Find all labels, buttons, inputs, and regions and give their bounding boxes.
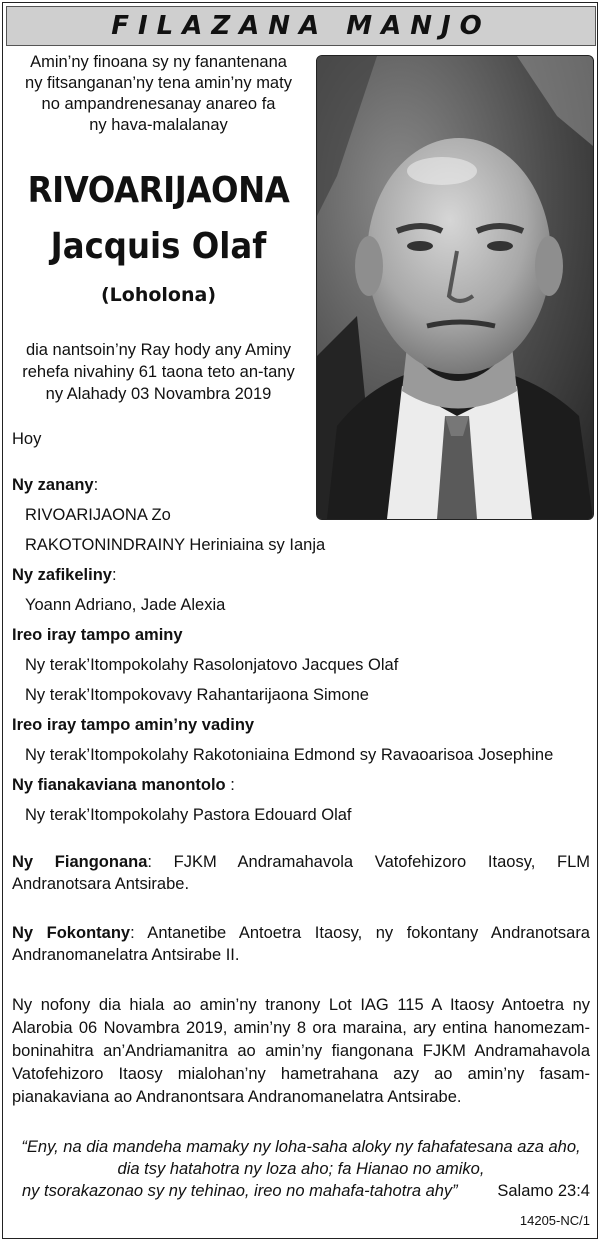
death-line: dia nantsoin’ny Ray hody any Aminy (25, 341, 292, 359)
notice-code: 14205-NC/1 (519, 1213, 590, 1228)
bible-quote (12, 1136, 590, 1202)
family-list (12, 470, 592, 830)
deceased-surname: RIVOARIJAONA (27, 170, 290, 211)
intro-line: ny hava-malalanay (89, 116, 228, 134)
family-heading: Ny zafikeliny: (12, 566, 117, 584)
quote-line: dia tsy hatahotra ny loza aho; fa Hianao no amiko, (117, 1160, 485, 1178)
funeral-paragraph: Ny nofony dia hiala ao amin’ny tranony Lot IAG 115 A Itaosy Antoetra ny Alarobia 06 Novambra 2019, amin’ny 8 ora maraina, ary entina hanomezam-boninahitra an’Andriamanitra ao amin’ny fiangonana FJKM Andramahavola Vatofehizoro Itaosy mialohan’ny hametrahana azy ao amin’ny fasam-pianakaviana ao Andranontsara Andranomanelatra Antsirabe. (12, 996, 590, 1106)
family-item: Ny terak’Itompokovavy Rahantarijaona Simone (25, 686, 369, 704)
family-heading: Ireo iray tampo amin’ny vadiny (12, 716, 255, 734)
fokontany-text: : Antanetibe Antoetra Itaosy, ny fokontany Andranotsara Andranomanelatra Antsirabe II. (12, 924, 590, 964)
family-item: Ny terak’Itompokolahy Rasolonjatovo Jacques Olaf (25, 656, 399, 674)
family-item: RAKOTONINDRAINY Heriniaina sy Ianja (25, 536, 326, 554)
portrait-illustration (317, 56, 593, 519)
family-item: RIVOARIJAONA Zo (25, 506, 171, 524)
greeting: Hoy (12, 430, 42, 448)
family-item: Ny terak’Itompokolahy Pastora Edouard Olaf (25, 806, 352, 824)
family-item: Ny terak’Itompokolahy Rakotoniaina Edmond sy Ravaoarisoa Josephine (25, 746, 554, 764)
quote-line-last (12, 1180, 590, 1202)
church-paragraph (12, 851, 590, 895)
death-line: rehefa nivahiny 61 taona teto an-tany (22, 363, 295, 381)
death-notice (6, 339, 311, 405)
church-text: : FJKM Andramahavola Vatofehizoro Itaosy, FLM Andranotsara Antsirabe. (12, 853, 591, 893)
quote-line: ny tsorakazonao sy ny tehinao, ireo no mahafa-tahotra ahy” (22, 1182, 458, 1200)
portrait-photo (316, 55, 594, 520)
fokontany-label: Ny Fokontany (12, 924, 131, 942)
intro-line: no ampandrenesanay anareo fa (41, 95, 276, 113)
family-heading: Ireo iray tampo aminy (12, 626, 183, 644)
deceased-given-name: Jacquis Olaf (50, 226, 267, 267)
church-label: Ny Fiangonana (12, 853, 148, 871)
family-heading: Ny fianakaviana manontolo : (12, 776, 235, 794)
intro-text (6, 52, 311, 136)
quote-reference: Salamo 23:4 (497, 1182, 590, 1200)
deceased-nickname: (Loholona) (100, 284, 217, 306)
quote-line: “Eny, na dia mandeha mamaky ny loha-saha aloky ny fahafatesana aza aho, (21, 1138, 581, 1156)
fokontany-paragraph (12, 922, 590, 966)
family-heading: Ny zanany: (12, 476, 99, 494)
intro-line: ny fitsanganan’ny tena amin’ny maty (25, 74, 292, 92)
family-item: Yoann Adriano, Jade Alexia (25, 596, 226, 614)
notice-header: FILAZANA MANJO (6, 6, 596, 46)
death-line: ny Alahady 03 Novambra 2019 (45, 385, 272, 403)
intro-line: Amin’ny finoana sy ny fanantenana (30, 53, 287, 71)
